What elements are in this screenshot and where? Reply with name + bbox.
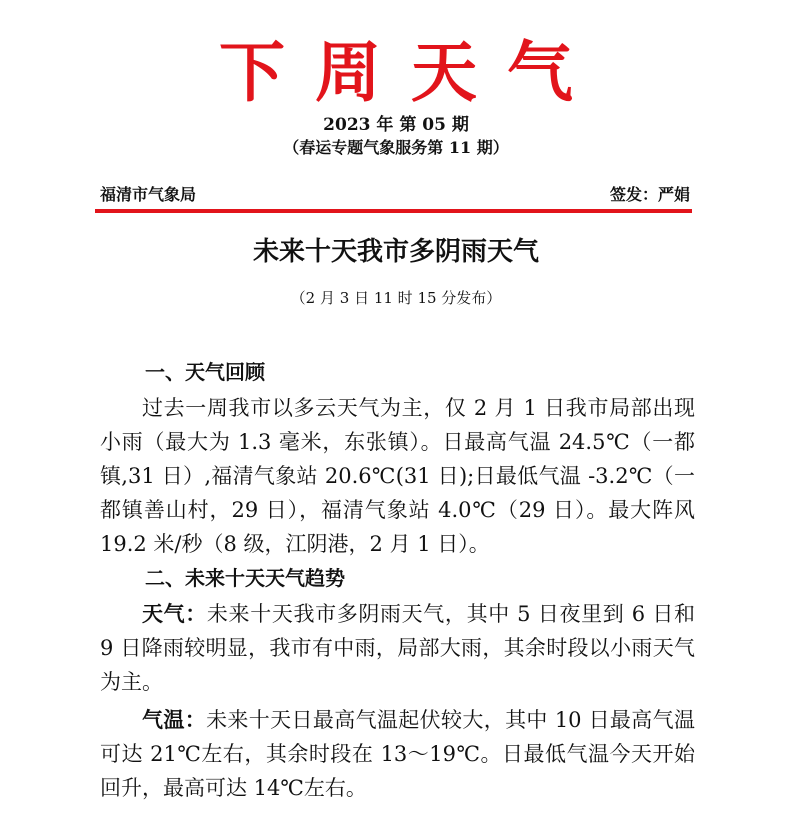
publish-time: （2 月 3 日 11 时 15 分发布） xyxy=(290,289,502,307)
forecast-temperature-label: 气温： xyxy=(142,708,207,732)
review-paragraph: 过去一周我市以多云天气为主，仅 2 月 1 日我市局部出现小雨（最大为 1.3 毫米，东张镇）。日最高气温 24.5℃（一都镇,31 日）,福清气象站 20.6℃(31 日);日最低气温 -3.2℃（一都镇善山村，29 日），福清气象站 4.0℃（29 日）。最大阵风 19.2 米/秒（8 级，江阴港，2 月 1 日）。 xyxy=(100,396,695,556)
forecast-weather-label: 天气： xyxy=(142,602,207,626)
forecast-temperature-paragraph xyxy=(100,703,695,805)
bulletin-title: 下周天气 xyxy=(219,33,603,111)
special-issue-number: （春运专题气象服务第 11 期） xyxy=(283,138,509,157)
issuing-organization: 福清市气象局 xyxy=(100,185,197,204)
article-body xyxy=(100,355,695,805)
signed-by: 签发：严娟 xyxy=(609,185,690,204)
red-divider-line xyxy=(95,209,692,213)
forecast-weather-paragraph xyxy=(100,597,695,699)
section-heading-forecast: 二、未来十天天气趋势 xyxy=(145,566,345,590)
article-headline: 未来十天我市多阴雨天气 xyxy=(252,237,539,267)
forecast-temperature-text: 未来十天日最高气温起伏较大，其中 10 日最高气温可达 21℃左右，其余时段在 13～19℃。日最低气温今天开始回升，最高可达 14℃左右。 xyxy=(100,708,695,800)
forecast-weather-text: 未来十天我市多阴雨天气，其中 5 日夜里到 6 日和 9 日降雨较明显，我市有中雨，局部大雨，其余时段以小雨天气为主。 xyxy=(100,602,696,694)
section-heading-review: 一、天气回顾 xyxy=(145,360,265,384)
issue-number: 2023 年 第 05 期 xyxy=(323,115,469,135)
